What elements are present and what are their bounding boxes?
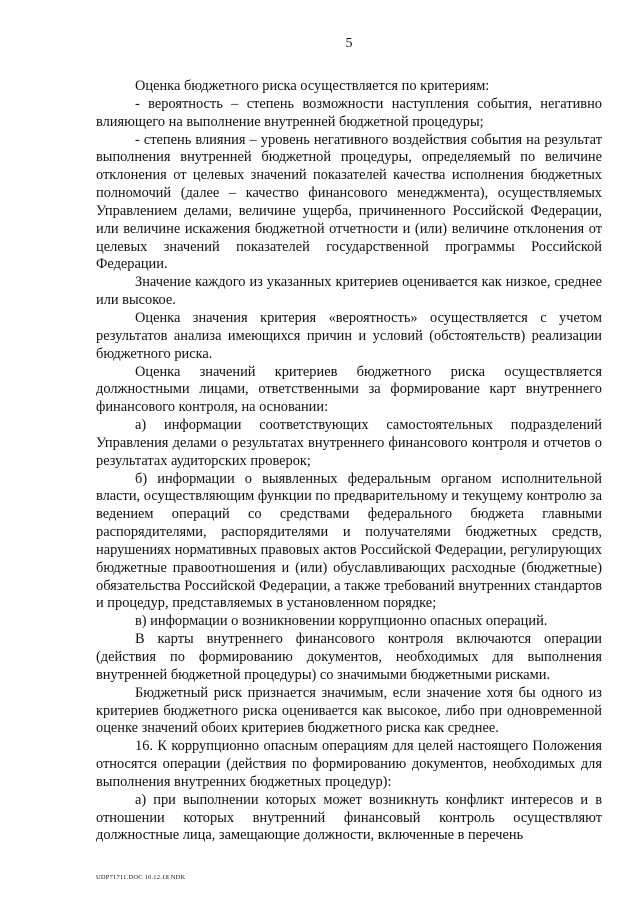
paragraph: а) при выполнении которых может возникнуть конфликт интересов и в отношении которых внутренний финансовый контроль осуществляют должностные лица, замещающие должности, включенные в перечень xyxy=(96,791,602,844)
paragraph: Оценка бюджетного риска осуществляется по критериям: xyxy=(135,78,490,94)
paragraph: б) информации о выявленных федеральным органом исполнительной власти, осуществляющим функции по предварительному и текущему контролю за ведением операций со средствами федерального бюджета главными распорядителями, распорядителями и получателями бюджетных средств, нарушениях нормативных правовых актов Российской Федерации, регулирующих бюджетные правоотношения и (или) обуславливающих расходные (бюджетные) обязательства Российской Федерации, а также требований внутренних стандартов и процедур, представляемых в установленном порядке; xyxy=(96,470,602,612)
paragraph: Значение каждого из указанных критериев оценивается как низкое, среднее или высокое. xyxy=(96,274,602,309)
paragraph: В карты внутреннего финансового контроля включаются операции (действия по формированию документов, необходимых для выполнения внутренней бюджетной процедуры) со значимыми бюджетными рисками. xyxy=(96,631,602,683)
paragraph: - вероятность – степень возможности наступления события, негативно влияющего на выполнение внутренней бюджетной процедуры; xyxy=(96,95,602,130)
paragraph: 16. К коррупционно опасным операциям для целей настоящего Положения относятся операции (действия по формированию документов, необходимых для выполнения внутренних бюджетных процедур): xyxy=(96,738,602,790)
paragraph: в) информации о возникновении коррупционно опасных операций. xyxy=(135,613,548,630)
paragraph: - степень влияния – уровень негативного воздействия события на результат выполнения внутренней бюджетной процедуры, определяемый по величине отклонения от целевых значений показателей качества исполнения бюджетных полномочий (далее – качество финансового менеджмента), осуществляемых Управлением делами, величине ущерба, причиненного Российской Федерации, или величине искажения бюджетной отчетности и (или) величине отклонения от целевых значений показателей государственной программы Российской Федерации. xyxy=(96,131,602,273)
paragraph: Бюджетный риск признается значимым, если значение хотя бы одного из критериев бюджетного риска оценивается как высокое, либо при одновременной оценке значений обоих критериев бюджетного риска как среднее. xyxy=(96,684,602,737)
paragraph: Оценка значения критерия «вероятность» осуществляется с учетом результатов анализа имеющихся причин и условий (обстоятельств) реализации бюджетного риска. xyxy=(96,309,602,362)
paragraph: Оценка значений критериев бюджетного риска осуществляется должностными лицами, ответственными за формирование карт внутреннего финансового контроля, на основании: xyxy=(96,363,602,416)
page-number: 5 xyxy=(345,36,353,51)
paragraph: а) информации соответствующих самостоятельных подразделений Управления делами о результатах внутреннего финансового контроля и отчетов о результатах аудиторских проверок; xyxy=(96,417,602,469)
document-body xyxy=(96,78,602,845)
document-footer: UDP71711.DOC 10.12.18 NDK xyxy=(96,874,186,881)
